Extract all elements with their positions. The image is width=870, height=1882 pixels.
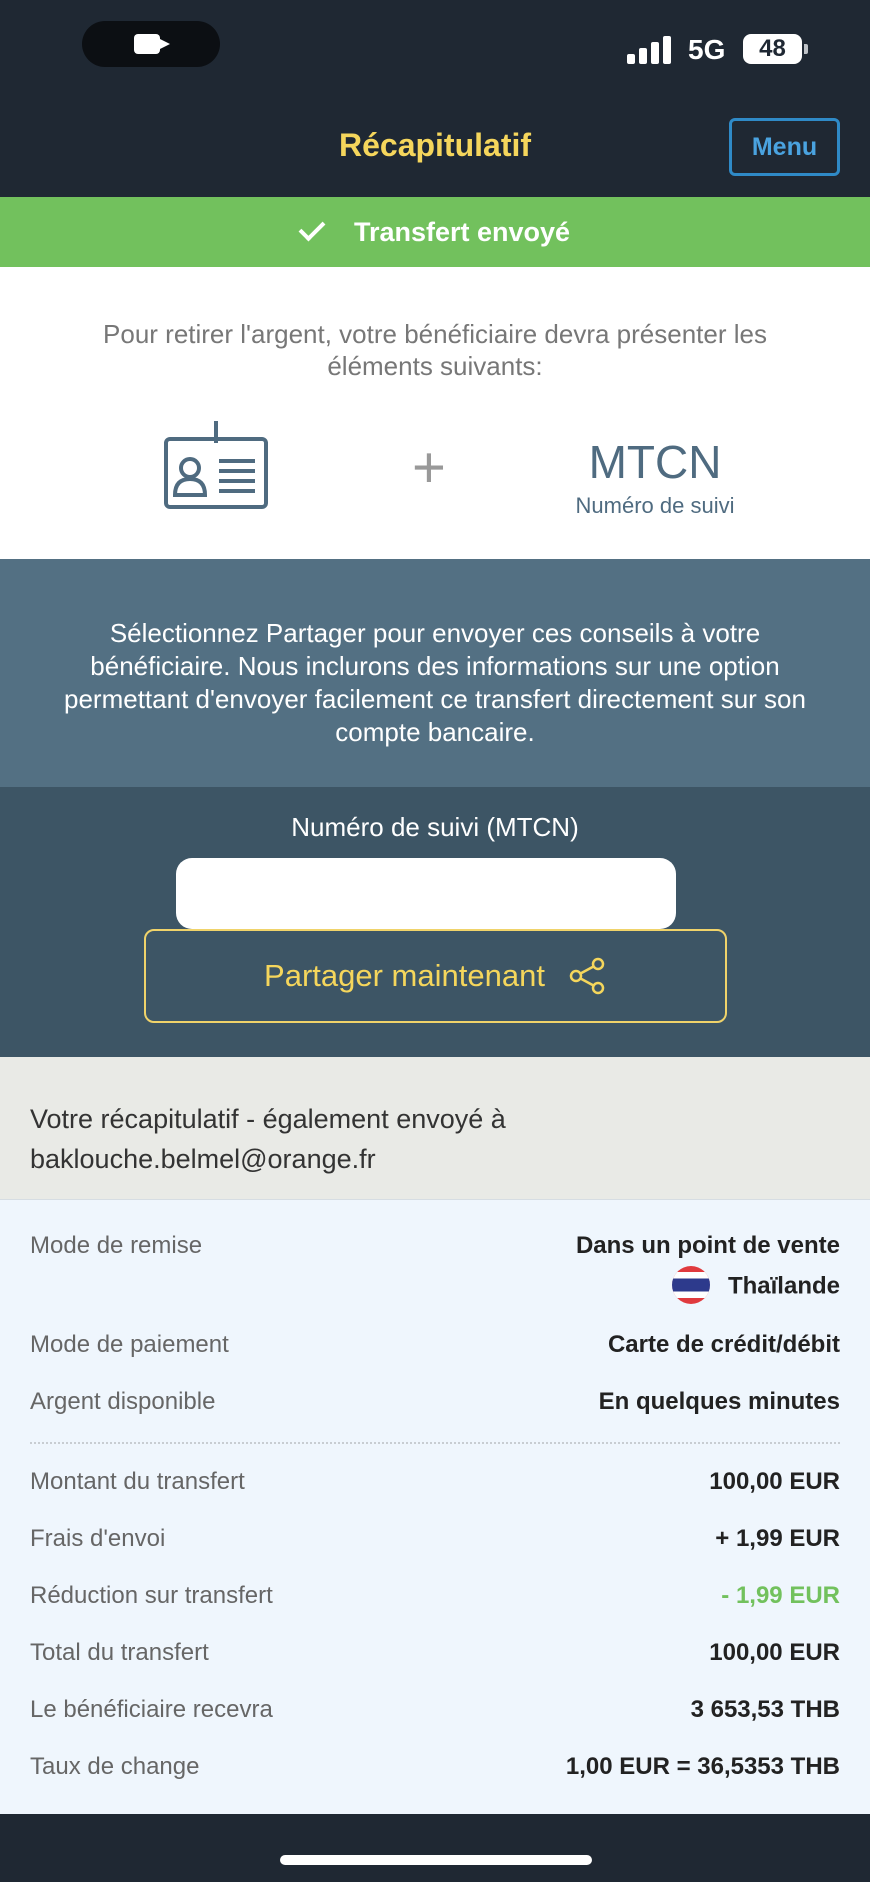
share-now-label: Partager maintenant [264, 958, 545, 993]
network-type: 5G [688, 34, 726, 65]
tracking-number-field[interactable] [176, 858, 676, 929]
detail-value: - 1,99 EUR [721, 1582, 840, 1609]
detail-label: Total du transfert [30, 1639, 209, 1666]
detail-value: + 1,99 EUR [715, 1525, 840, 1552]
detail-value: 3 653,53 THB [690, 1696, 840, 1723]
thailand-flag-icon [672, 1266, 710, 1304]
mtcn-subtitle: Numéro de suivi [575, 493, 735, 518]
checkmark-icon [299, 215, 326, 242]
menu-button[interactable]: Menu [729, 118, 840, 176]
detail-value: En quelques minutes [598, 1388, 840, 1415]
home-indicator[interactable] [280, 1855, 592, 1865]
detail-label: Taux de change [30, 1753, 200, 1780]
summary-text [30, 1099, 506, 1179]
page-title: Récapitulatif [338, 127, 532, 163]
tracking-section [0, 787, 870, 1057]
summary-header [0, 1057, 870, 1199]
detail-label: Mode de paiement [30, 1331, 229, 1358]
country-value [672, 1268, 840, 1306]
plus-icon: + [412, 435, 446, 500]
app-header [0, 0, 870, 197]
dynamic-island [82, 21, 220, 67]
signal-icon [627, 34, 673, 64]
detail-value: 100,00 EUR [709, 1468, 840, 1495]
success-banner [0, 197, 870, 267]
pickup-requirements [0, 267, 870, 559]
share-now-button[interactable] [144, 929, 727, 1023]
detail-value: 100,00 EUR [709, 1639, 840, 1666]
detail-label: Le bénéficiaire recevra [30, 1696, 273, 1723]
country-name: Thaïlande [727, 1272, 840, 1300]
share-icon [567, 956, 607, 996]
summary-email: baklouche.belmel@orange.fr [30, 1144, 376, 1174]
mtcn-title: MTCN [588, 436, 722, 488]
detail-label: Mode de remise [30, 1232, 203, 1259]
summary-intro: Votre récapitulatif - également envoyé à [30, 1104, 506, 1134]
requirements-text: Pour retirer l'argent, votre bénéficiaire devra présenter les éléments suivants: [103, 319, 767, 381]
dotted-divider [30, 1442, 840, 1444]
detail-label: Réduction sur transfert [30, 1582, 273, 1609]
bottom-bar [0, 1814, 870, 1882]
detail-label: Frais d'envoi [30, 1525, 166, 1552]
transfer-details [0, 1199, 870, 1814]
detail-value: Dans un point de vente [575, 1232, 840, 1259]
detail-value: 1,00 EUR = 36,5353 THB [565, 1753, 840, 1780]
battery-icon: 48 [743, 34, 802, 64]
share-hint [0, 559, 870, 787]
video-camera-icon [134, 34, 160, 54]
tracking-label: Numéro de suivi (MTCN) [291, 812, 579, 842]
id-card-icon [163, 421, 269, 510]
detail-label: Montant du transfert [30, 1468, 245, 1495]
banner-text: Transfert envoyé [353, 216, 571, 247]
detail-value: Carte de crédit/débit [607, 1331, 840, 1358]
share-hint-text: Sélectionnez Partager pour envoyer ces conseils à votre bénéficiaire. Nous inclurons des informations sur une option permettant d'envoyer facilement ce transfert directement sur son compte bancaire. [64, 618, 806, 747]
detail-label: Argent disponible [30, 1388, 216, 1415]
